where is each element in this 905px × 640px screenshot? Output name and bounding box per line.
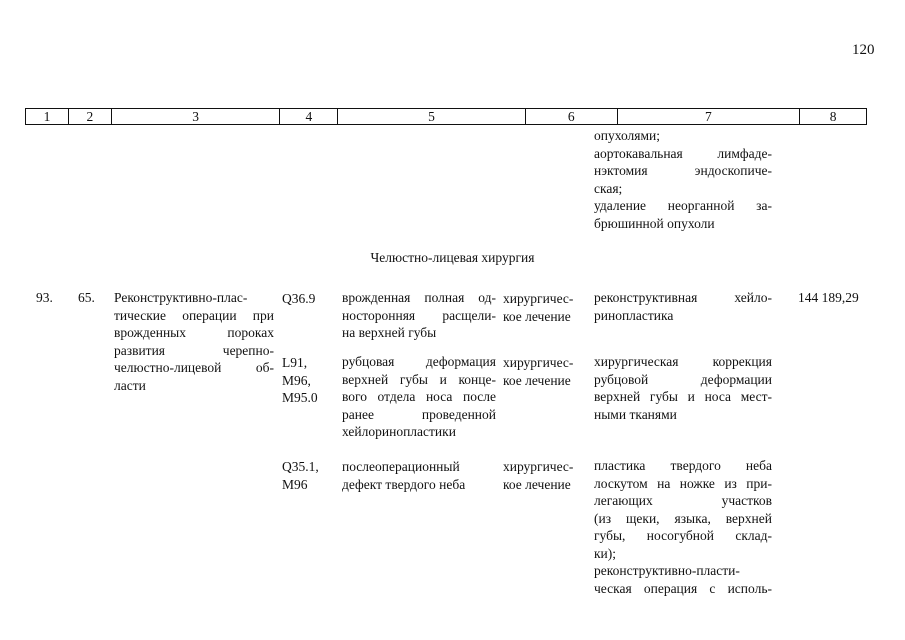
text-line: вого отдела носа после bbox=[342, 389, 496, 404]
text-line: хирургическая коррекция bbox=[594, 354, 772, 369]
code: Q36.9 bbox=[282, 291, 316, 306]
code: L91, bbox=[282, 355, 308, 370]
row-number-1: 93. bbox=[36, 290, 53, 305]
treatment-type bbox=[503, 458, 573, 493]
text-line: аортокавальная лимфаде- bbox=[594, 145, 772, 161]
header-col-2: 2 bbox=[68, 109, 111, 124]
code: M95.0 bbox=[282, 390, 318, 405]
text-line: хирургичес- bbox=[503, 291, 574, 306]
text-line: хейлоринопластики bbox=[342, 424, 456, 439]
text-line: ринопластика bbox=[594, 307, 674, 323]
text-line: дефект твердого неба bbox=[342, 476, 466, 492]
header-col-5: 5 bbox=[337, 109, 525, 124]
text-line: нэктомия эндоскопиче- bbox=[594, 163, 772, 178]
text-line: носторонняя расщели- bbox=[342, 307, 496, 323]
text-line: опухолями; bbox=[594, 128, 660, 143]
text-line: тические операции при bbox=[114, 307, 274, 323]
text-line: ранее проведенной bbox=[342, 406, 496, 422]
patient-model bbox=[342, 290, 496, 343]
header-col-7: 7 bbox=[617, 109, 800, 124]
text-line: развития черепно- bbox=[114, 342, 274, 358]
code: Q35.1, bbox=[282, 459, 319, 474]
continuation-methods bbox=[594, 128, 772, 233]
text-line: рубцовая деформация bbox=[342, 354, 496, 369]
text-line: губы, носогубной склад- bbox=[594, 528, 772, 543]
text-line: брюшинной опухоли bbox=[594, 215, 715, 231]
header-col-3: 3 bbox=[111, 109, 280, 124]
text-line: кое лечение bbox=[503, 308, 571, 324]
header-col-1: 1 bbox=[43, 109, 51, 124]
treatment-type bbox=[503, 354, 573, 389]
text-line: лоскутом на ножке из при- bbox=[594, 475, 772, 491]
row-number-2: 65. bbox=[78, 290, 95, 305]
procedure-name bbox=[114, 290, 274, 395]
text-line: хирургичес- bbox=[503, 459, 574, 474]
section-title: Челюстно-лицевая хирургия bbox=[370, 250, 535, 265]
text-line: врожденная полная од- bbox=[342, 290, 496, 305]
code: M96, bbox=[282, 372, 311, 388]
header-col-6: 6 bbox=[525, 109, 617, 124]
icd-codes bbox=[282, 458, 319, 493]
patient-model bbox=[342, 458, 465, 493]
text-line: легающих участков bbox=[594, 493, 772, 508]
icd-codes bbox=[282, 290, 315, 308]
treatment-method bbox=[594, 290, 772, 325]
page-number: 120 bbox=[852, 42, 875, 58]
treatment-method bbox=[594, 458, 772, 598]
text-line: на верхней губы bbox=[342, 325, 437, 340]
text-line: кое лечение bbox=[503, 372, 571, 388]
text-line: (из щеки, языка, верхней bbox=[594, 510, 772, 526]
text-line: рубцовой деформации bbox=[594, 371, 772, 387]
text-line: Реконструктивно-плас- bbox=[114, 290, 248, 305]
text-line: кое лечение bbox=[503, 476, 571, 492]
code: M96 bbox=[282, 476, 308, 492]
treatment-method bbox=[594, 354, 772, 424]
text-line: ки); bbox=[594, 545, 617, 561]
text-line: реконструктивная хейло- bbox=[594, 290, 772, 305]
text-line: ласти bbox=[114, 377, 146, 393]
text-line: ская; bbox=[594, 180, 623, 196]
text-line: хирургичес- bbox=[503, 355, 574, 370]
text-line: верхней губы и конце- bbox=[342, 371, 496, 387]
text-line: послеоперационный bbox=[342, 459, 460, 474]
text-line: пластика твердого неба bbox=[594, 458, 772, 473]
text-line: реконструктивно-пласти- bbox=[594, 563, 740, 578]
text-line: верхней губы и носа мест- bbox=[594, 389, 772, 404]
header-col-4: 4 bbox=[279, 109, 337, 124]
table-header-row bbox=[25, 108, 867, 125]
text-line: ными тканями bbox=[594, 406, 677, 422]
header-col-8: 8 bbox=[799, 109, 866, 124]
price: 144 189,29 bbox=[798, 290, 859, 305]
treatment-type bbox=[503, 290, 573, 325]
text-line: врожденных пороках bbox=[114, 325, 274, 340]
text-line: удаление неорганной за- bbox=[594, 198, 772, 213]
patient-model bbox=[342, 354, 496, 442]
text-line: ческая операция с исполь- bbox=[594, 580, 772, 596]
icd-codes bbox=[282, 354, 318, 407]
text-line: челюстно-лицевой об- bbox=[114, 360, 274, 375]
